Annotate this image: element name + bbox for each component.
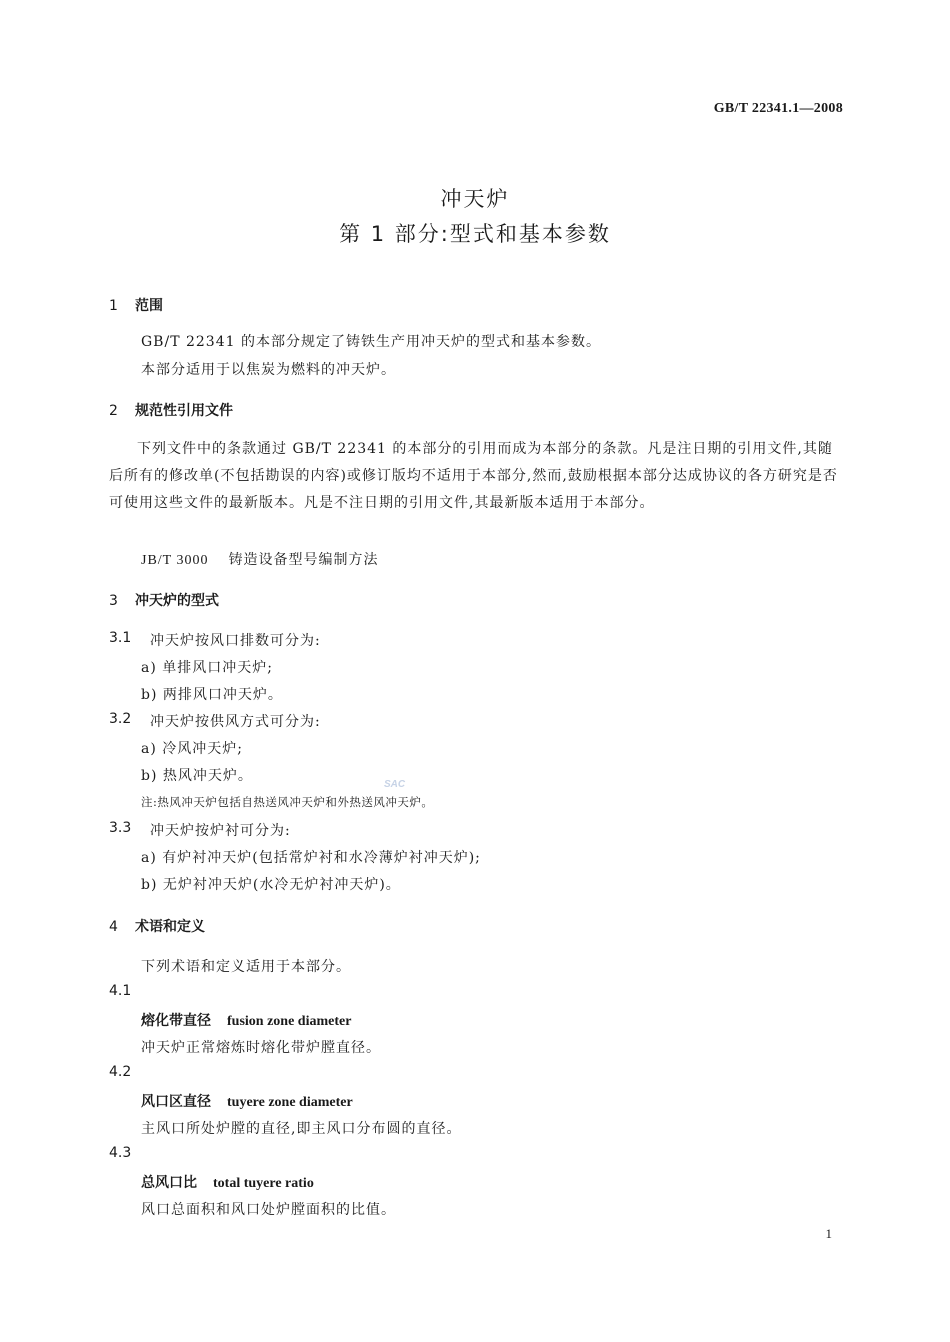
list-item: a) 有炉衬冲天炉(包括常炉衬和水冷薄炉衬冲天炉); xyxy=(141,850,481,866)
section-3-heading xyxy=(109,590,219,610)
term-chinese: 风口区直径 xyxy=(141,1094,211,1110)
clause-text: 冲天炉按供风方式可分为: xyxy=(150,714,321,730)
normative-reference xyxy=(141,549,378,569)
page-number: 1 xyxy=(825,1226,832,1241)
section-title: 冲天炉的型式 xyxy=(135,593,219,609)
list-item: a) 单排风口冲天炉; xyxy=(141,660,273,676)
section-1-heading xyxy=(109,295,163,315)
list-item: b) 无炉衬冲天炉(水冷无炉衬冲天炉)。 xyxy=(141,877,401,893)
section-4-heading xyxy=(109,916,205,936)
list-item: b) 热风冲天炉。 xyxy=(141,768,253,784)
list-item: a) 冷风冲天炉; xyxy=(141,741,243,757)
term-chinese: 熔化带直径 xyxy=(141,1013,211,1029)
clause-number: 3.2 xyxy=(109,711,132,727)
term-english: fusion zone diameter xyxy=(227,1014,352,1029)
term-number: 4.1 xyxy=(109,983,132,999)
term-english: total tuyere ratio xyxy=(213,1176,314,1191)
term-number: 4.3 xyxy=(109,1145,132,1161)
clause-text: 冲天炉按风口排数可分为: xyxy=(150,633,321,649)
s2-paragraph: 下列文件中的条款通过 GB/T 22341 的本部分的引用而成为本部分的条款。凡是注日期的引用文件,其随后所有的修改单(不包括勘误的内容)或修订版均不适用于本部分,然而,鼓励根据本部分达成协议的各方研究是否可使用这些文件的最新版本。凡是不注日期的引用文件,其最新版本适用于本部分。 xyxy=(109,441,838,511)
section-number: 1 xyxy=(109,298,118,314)
section-number: 3 xyxy=(109,593,118,609)
standard-number: GB/T 22341.1—2008 xyxy=(713,101,843,116)
term-entry xyxy=(141,1091,353,1111)
term-number: 4.2 xyxy=(109,1064,132,1080)
document-subtitle: 第 1 部分:型式和基本参数 xyxy=(339,222,611,246)
section-title: 范围 xyxy=(135,298,163,314)
reference-title: 铸造设备型号编制方法 xyxy=(228,552,379,568)
document-title: 冲天炉 xyxy=(440,187,510,211)
reference-code: JB/T 3000 xyxy=(141,553,209,568)
s1-paragraph-1: GB/T 22341 的本部分规定了铸铁生产用冲天炉的型式和基本参数。 xyxy=(141,334,601,350)
clause-text: 冲天炉按炉衬可分为: xyxy=(150,823,291,839)
section-title: 术语和定义 xyxy=(135,919,205,935)
term-definition: 主风口所处炉膛的直径,即主风口分布圆的直径。 xyxy=(141,1121,462,1137)
term-entry xyxy=(141,1010,351,1030)
section-title: 规范性引用文件 xyxy=(135,403,233,419)
watermark-logo: SAC xyxy=(384,779,406,790)
term-entry xyxy=(141,1172,314,1192)
note: 注:热风冲天炉包括自热送风冲天炉和外热送风冲天炉。 xyxy=(141,795,434,809)
section-2-heading xyxy=(109,400,233,420)
clause-number: 3.1 xyxy=(109,630,132,646)
s4-intro: 下列术语和定义适用于本部分。 xyxy=(141,959,351,975)
list-item: b) 两排风口冲天炉。 xyxy=(141,687,283,703)
clause-number: 3.3 xyxy=(109,820,132,836)
term-definition: 风口总面积和风口处炉膛面积的比值。 xyxy=(141,1202,396,1218)
s1-paragraph-2: 本部分适用于以焦炭为燃料的冲天炉。 xyxy=(141,362,396,378)
term-chinese: 总风口比 xyxy=(141,1175,197,1191)
section-number: 2 xyxy=(109,403,118,419)
term-definition: 冲天炉正常熔炼时熔化带炉膛直径。 xyxy=(141,1040,381,1056)
term-english: tuyere zone diameter xyxy=(227,1095,353,1110)
section-number: 4 xyxy=(109,919,118,935)
